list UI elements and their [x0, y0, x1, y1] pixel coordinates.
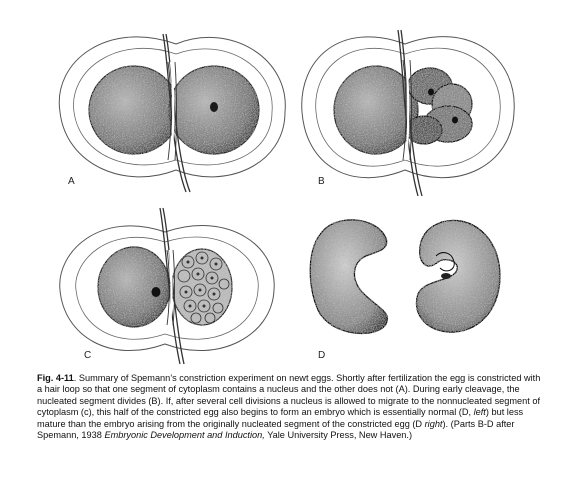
- panel-a-label: A: [68, 176, 75, 187]
- figure-caption: [37, 373, 547, 441]
- panel-a-egg-left-lobe: [89, 66, 179, 154]
- panel-d-left-embryo: [310, 220, 387, 334]
- panel-b-nucleus-2: [452, 117, 458, 124]
- panel-d-right-embryo-spot: [441, 273, 451, 279]
- caption-text-1: . Summary of Spemann’s constriction experiment on newt eggs. Shortly after fertilization the egg is constricted with a hair loop so that one segment of cytoplasm contains a nucleus and the other does not (A). During early cleavage, the nucleated segment divides (B). If, after several cell divisions a nucleus is allowed to migrate to the nonnucleated segment of cytoplasm (c), this half of the constricted egg also begins to form an embryo which is essentially normal (D,: [37, 373, 541, 418]
- caption-text-4: Yale University Press, New Haven.): [264, 430, 413, 441]
- panel-b-label: B: [318, 176, 325, 187]
- figure-number: Fig. 4-11: [37, 373, 74, 383]
- panel-c-label: C: [84, 350, 92, 361]
- panel-a-nucleus: [210, 102, 218, 112]
- caption-left-word: left: [473, 407, 486, 418]
- panel-a: [59, 34, 285, 192]
- panel-d-label: D: [318, 350, 326, 361]
- panel-b: [302, 30, 514, 196]
- panel-b-nucleus-1: [428, 89, 434, 96]
- caption-book-title: Embryonic Development and Induction,: [104, 430, 265, 441]
- panel-d-right-embryo: [416, 220, 500, 332]
- panel-c: [60, 208, 274, 364]
- panel-d: [310, 220, 500, 334]
- caption-text-2: ) but less mature than the embryo arising from the originally nucleated segment of the constricted egg (D: [37, 407, 524, 429]
- panel-c-egg-left-lobe: [98, 247, 170, 327]
- panel-c-egg-right-lobe: [172, 249, 232, 325]
- caption-text-3: ). (Parts B-D after Spemann, 1938: [37, 418, 515, 441]
- caption-right-word: right: [424, 418, 443, 429]
- panel-c-nucleus: [152, 287, 161, 297]
